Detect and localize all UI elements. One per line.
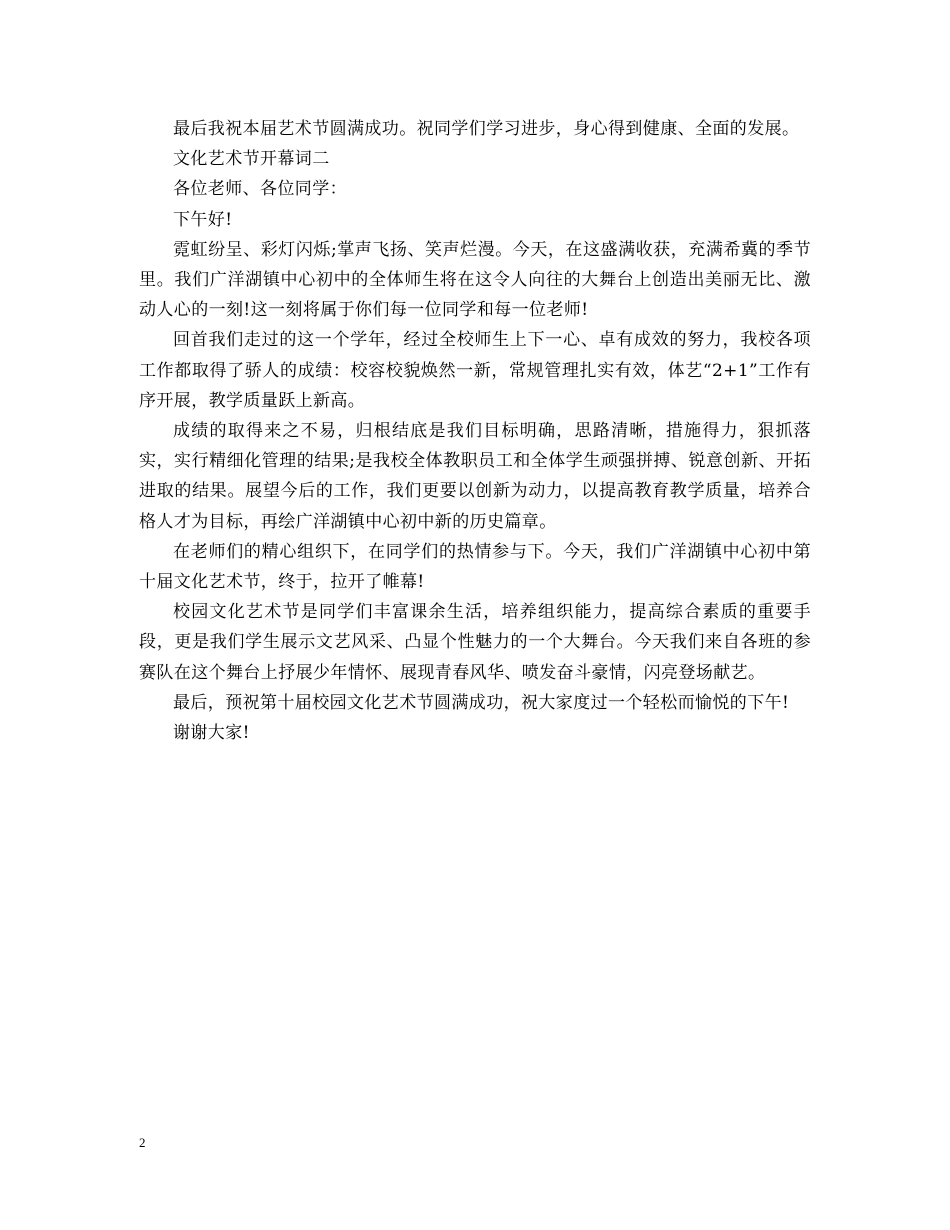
paragraph-opening: 霓虹纷呈、彩灯闪烁;掌声飞扬、笑声烂漫。今天，在这盛满收获，充满希冀的季节里。我们广洋湖镇中心初中的全体师生将在这令人向往的大舞台上创造出美丽无比、激动人心的一刻!这一刻将属于你们每一位同学和每一位老师! [139, 239, 811, 321]
paragraph-greeting: 下午好! [173, 209, 233, 230]
section-heading: 文化艺术节开幕词二 [173, 149, 330, 170]
paragraph-festival-opening: 在老师们的精心组织下，在同学们的热情参与下。今天，我们广洋湖镇中心初中第十届文化艺术节，终于，拉开了帷幕! [139, 541, 811, 593]
paragraph-review: 回首我们走过的这一个学年，经过全校师生上下一心、卓有成效的努力，我校各项工作都取得了骄人的成绩：校容校貌焕然一新，常规管理扎实有效，体艺“2+1”工作有序开展，教学质量跃上新高。 [139, 330, 811, 411]
paragraph-festival-purpose: 校园文化艺术节是同学们丰富课余生活，培养组织能力，提高综合素质的重要手段，更是我们学生展示文艺风采、凸显个性魅力的一个大舞台。今天我们来自各班的参赛队在这个舞台上抒展少年情怀、展现青春风华、喷发奋斗豪情，闪亮登场献艺。 [139, 602, 811, 683]
page-number: 2 [139, 1135, 146, 1150]
paragraph-achievements: 成绩的取得来之不易，归根结底是我们目标明确，思路清晰，措施得力，狠抓落实，实行精细化管理的结果;是我校全体教职员工和全体学生顽强拼搏、锐意创新、开拓进取的结果。展望今后的工作，我们更要以创新为动力，以提高教育教学质量，培养合格人才为目标，再绘广洋湖镇中心初中新的历史篇章。 [139, 421, 811, 532]
paragraph-final-wish: 最后，预祝第十届校园文化艺术节圆满成功，祝大家度过一个轻松而愉悦的下午! [173, 692, 790, 713]
paragraph-closing-wish: 最后我祝本届艺术节圆满成功。祝同学们学习进步，身心得到健康、全面的发展。 [173, 119, 800, 139]
document-body [139, 114, 811, 748]
paragraph-salutation: 各位老师、各位同学： [173, 179, 347, 200]
paragraph-thanks: 谢谢大家! [173, 723, 250, 744]
